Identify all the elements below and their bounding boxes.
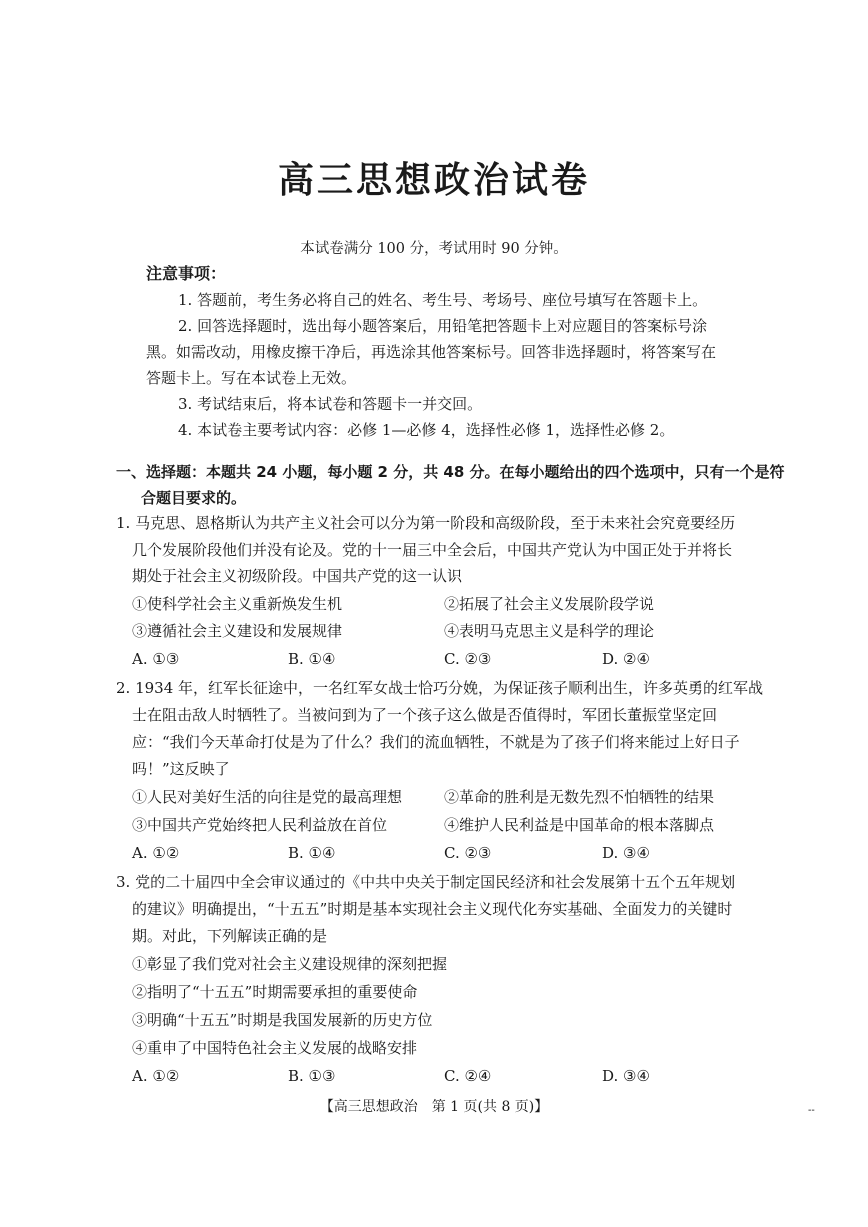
question-3-choice-b: B. ①③ xyxy=(288,1067,336,1085)
question-2-stem: 吗！”这反映了 xyxy=(132,760,230,778)
question-1-item: ②拓展了社会主义发展阶段学说 xyxy=(444,595,655,613)
notice-line: 3. 考试结束后，将本试卷和答题卡一并交回。 xyxy=(178,395,483,413)
question-2-item: ①人民对美好生活的向往是党的最高理想 xyxy=(132,788,403,806)
page-footer: 【高三思想政治 第 1 页(共 8 页)】 xyxy=(319,1099,549,1115)
notice-line: 4. 本试卷主要考试内容：必修 1—必修 4，选择性必修 1，选择性必修 2。 xyxy=(178,421,675,439)
question-2-item: ②革命的胜利是无数先烈不怕牺牲的结果 xyxy=(444,788,715,806)
question-3-choice-d: D. ③④ xyxy=(602,1067,650,1085)
notice-heading: 注意事项： xyxy=(146,264,227,283)
question-3-stem: 3. 党的二十届四中全会审议通过的《中共中央关于制定国民经济和社会发展第十五个五年规划 xyxy=(116,873,736,891)
section-heading: 一、选择题：本题共 24 小题，每小题 2 分，共 48 分。在每小题给出的四个选项中，只有一个是符 xyxy=(116,463,785,481)
question-1-choice-c: C. ②③ xyxy=(444,650,492,668)
question-2-item: ④维护人民利益是中国革命的根本落脚点 xyxy=(444,816,715,834)
question-2-stem: 士在阻击敌人时牺牲了。当被问到为了一个孩子这么做是否值得时，军团长董振堂坚定回 xyxy=(132,706,718,724)
question-2-choice-b: B. ①④ xyxy=(288,844,336,862)
question-2-stem: 2. 1934 年，红军长征途中，一名红军女战士恰巧分娩，为保证孩子顺利出生，许多英勇的红军战 xyxy=(116,679,764,697)
question-3-item: ②指明了“十五五”时期需要承担的重要使命 xyxy=(132,983,418,1001)
notice-line: 黑。如需改动，用橡皮擦干净后，再选涂其他答案标号。回答非选择题时，将答案写在 xyxy=(146,343,717,361)
question-1-stem: 几个发展阶段他们并没有论及。党的十一届三中全会后，中国共产党认为中国正处于并将长 xyxy=(132,541,733,559)
question-2-choice-d: D. ③④ xyxy=(602,844,650,862)
question-3-choice-c: C. ②④ xyxy=(444,1067,492,1085)
question-1-item: ④表明马克思主义是科学的理论 xyxy=(444,622,655,640)
page-title: 高三思想政治试卷 xyxy=(277,160,590,201)
question-3-choice-a: A. ①② xyxy=(132,1067,180,1085)
question-3-item: ④重申了中国特色社会主义发展的战略安排 xyxy=(132,1039,418,1057)
question-2-item: ③中国共产党始终把人民利益放在首位 xyxy=(132,816,388,834)
question-1-choice-d: D. ②④ xyxy=(602,650,650,668)
question-1-stem: 期处于社会主义初级阶段。中国共产党的这一认识 xyxy=(132,567,463,585)
question-2-choice-a: A. ①② xyxy=(132,844,180,862)
notice-line: 1. 答题前，考生务必将自己的姓名、考生号、考场号、座位号填写在答题卡上。 xyxy=(178,291,708,309)
question-2-stem: 应：“我们今天革命打仗是为了什么？我们的流血牺牲，不就是为了孩子们将来能过上好日子 xyxy=(132,733,740,751)
question-3-item: ①彰显了我们党对社会主义建设规律的深刻把握 xyxy=(132,955,448,973)
question-2-choice-c: C. ②③ xyxy=(444,844,492,862)
corner-mark: -- xyxy=(808,1105,815,1116)
question-1-item: ③遵循社会主义建设和发展规律 xyxy=(132,622,343,640)
section-heading-cont: 合题目要求的。 xyxy=(141,489,247,507)
question-1-choice-a: A. ①③ xyxy=(132,650,180,668)
question-1-stem: 1. 马克思、恩格斯认为共产主义社会可以分为第一阶段和高级阶段，至于未来社会究竟要经历 xyxy=(116,514,736,532)
notice-line: 答题卡上。写在本试卷上无效。 xyxy=(146,369,357,387)
question-3-stem: 的建议》明确提出，“十五五”时期是基本实现社会主义现代化夯实基础、全面发力的关键时 xyxy=(132,900,733,918)
question-3-stem: 期。对此，下列解读正确的是 xyxy=(132,927,328,945)
question-3-item: ③明确“十五五”时期是我国发展新的历史方位 xyxy=(132,1011,433,1029)
question-1-choice-b: B. ①④ xyxy=(288,650,336,668)
score-time-info: 本试卷满分 100 分，考试用时 90 分钟。 xyxy=(300,241,568,257)
question-1-item: ①使科学社会主义重新焕发生机 xyxy=(132,595,343,613)
notice-line: 2. 回答选择题时，选出每小题答案后，用铅笔把答题卡上对应题目的答案标号涂 xyxy=(178,317,708,335)
